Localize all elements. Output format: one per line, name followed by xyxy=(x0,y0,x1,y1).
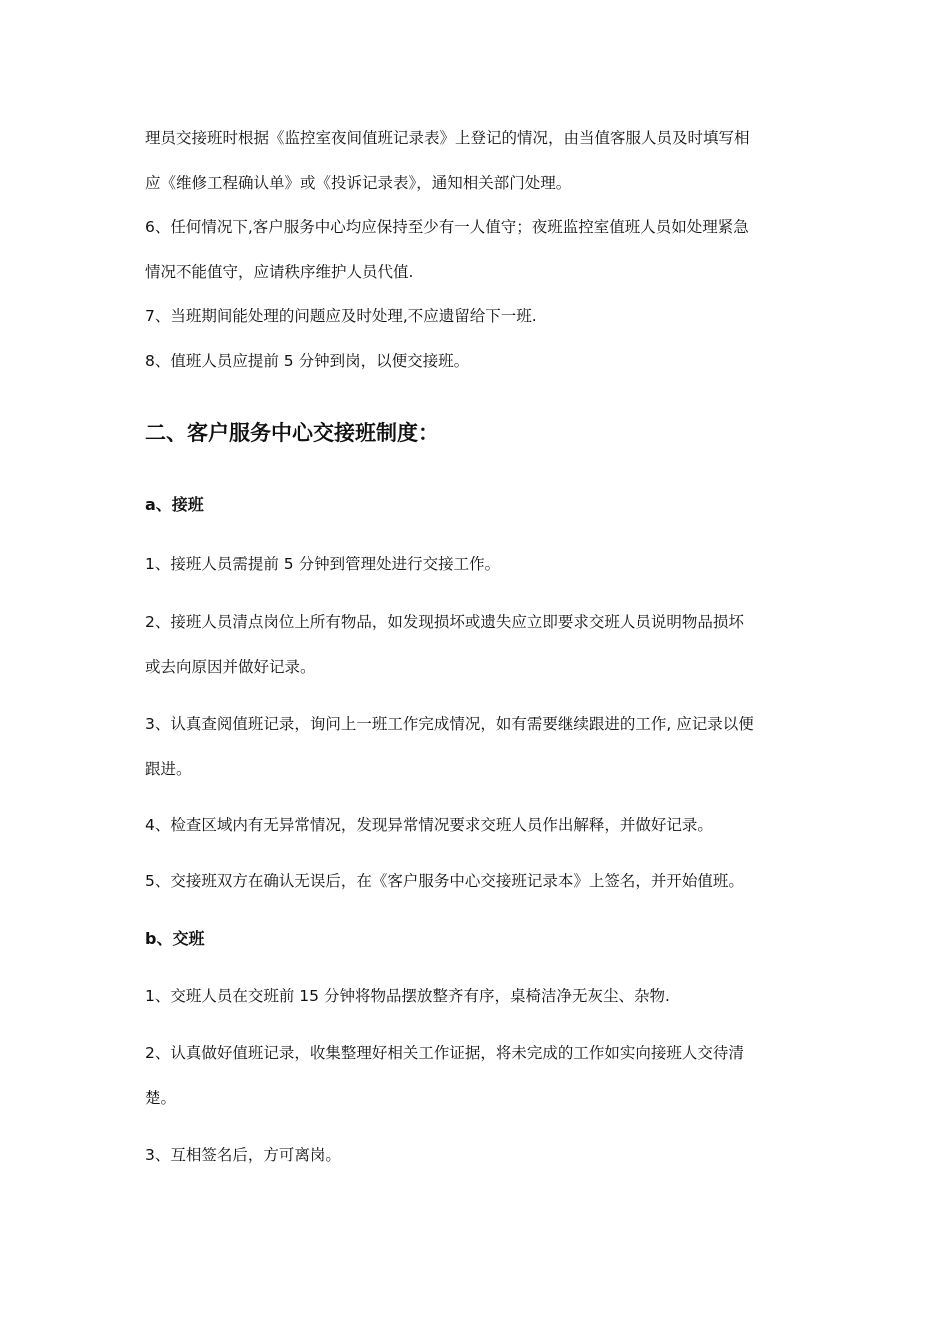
handover-item-3: 3、互相签名后，方可离岗。 xyxy=(145,1146,341,1164)
takeover-item-3-line-2: 跟进。 xyxy=(145,760,192,778)
handover-item-1: 1、交班人员在交班前 15 分钟将物品摆放整齐有序，桌椅洁净无灰尘、杂物. xyxy=(145,987,670,1005)
takeover-item-3-line-1: 3、认真查阅值班记录，询问上一班工作完成情况，如有需要继续跟进的工作, 应记录以便 xyxy=(145,715,754,733)
takeover-item-2-line-2: 或去向原因并做好记录。 xyxy=(145,658,316,676)
handover-item-2-line-1: 2、认真做好值班记录，收集整理好相关工作证据，将未完成的工作如实向接班人交待清 xyxy=(145,1044,744,1062)
takeover-heading: a、接班 xyxy=(145,495,204,514)
section-2-heading: 二、客户服务中心交接班制度： xyxy=(145,421,439,445)
takeover-item-2-line-1: 2、接班人员清点岗位上所有物品，如发现损坏或遗失应立即要求交班人员说明物品损坏 xyxy=(145,613,744,631)
intro-line-1: 理员交接班时根据《监控室夜间值班记录表》上登记的情况，由当值客服人员及时填写相 xyxy=(145,129,750,147)
rule-6-line-2: 情况不能值守，应请秩序维护人员代值. xyxy=(145,263,414,281)
takeover-item-5: 5、交接班双方在确认无误后，在《客户服务中心交接班记录本》上签名，并开始值班。 xyxy=(145,872,744,890)
handover-item-2-line-2: 楚。 xyxy=(145,1089,177,1107)
takeover-item-4: 4、检查区域内有无异常情况，发现异常情况要求交班人员作出解释，并做好记录。 xyxy=(145,816,713,834)
rule-6-line-1: 6、任何情况下,客户服务中心均应保持至少有一人值守；夜班监控室值班人员如处理紧急 xyxy=(145,218,749,236)
handover-heading: b、交班 xyxy=(145,929,205,948)
takeover-item-1: 1、接班人员需提前 5 分钟到管理处进行交接工作。 xyxy=(145,555,501,573)
rule-8: 8、值班人员应提前 5 分钟到岗，以便交接班。 xyxy=(145,352,470,370)
intro-line-2: 应《维修工程确认单》或《投诉记录表》，通知相关部门处理。 xyxy=(145,174,572,192)
rule-7: 7、当班期间能处理的问题应及时处理,不应遗留给下一班. xyxy=(145,307,537,325)
